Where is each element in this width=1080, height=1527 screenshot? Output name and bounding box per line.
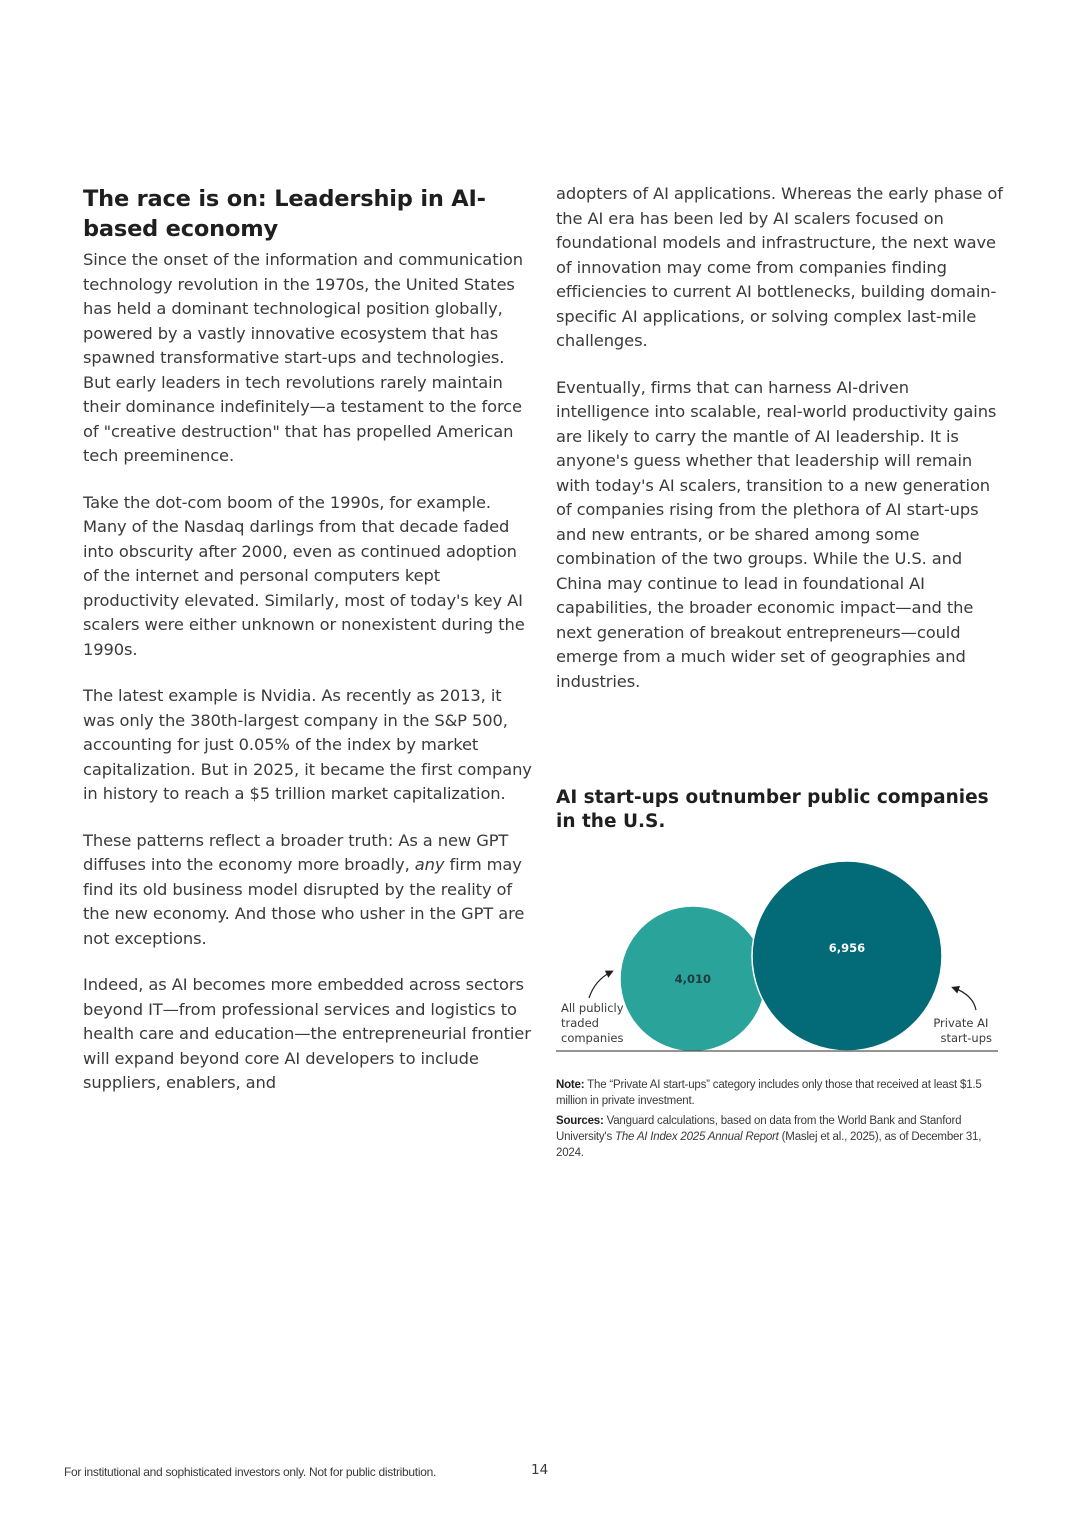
- bubble-value-label-private: 6,956: [828, 941, 866, 955]
- annotation-private: [933, 1016, 992, 1045]
- paragraph-eventually: Eventually, firms that can harness AI-driven intelligence into scalable, real-world productivity gains are likely to carry the mantle of AI leadership. It is anyone's guess whether that leadership will remain with today's AI scalers, transition to a new generation of companies rising from the plethora of AI start-ups and new entrants, or be shared among some combination of the two groups. While the U.S. and China may continue to lead in foundational AI capabilities, the broader economic impact—and the next generation of breakout entrepreneurs—could emerge from a much wider set of geographies and industries.: [556, 377, 997, 691]
- paragraph-entrepreneurial-frontier: Indeed, as AI becomes more embedded across sectors beyond IT—from professional services and logistics to health care and education—the entrepreneurial frontier will expand beyond core AI developers to include suppliers, enablers, and: [83, 975, 531, 1092]
- paragraph-ict-revolution: Since the onset of the information and communication technology revolution in the 1970s, the United States has held a dominant technological position globally, powered by a vastly innovative ecosystem that has spawned transformative start-ups and technologies. But early leaders in tech revolutions rarely maintain their dominance indefinitely—a testament to the force of "creative destruction" that has propelled American tech preeminence.: [83, 250, 523, 465]
- bubble-private-ai-startups: [752, 861, 942, 1051]
- left-column: [83, 184, 533, 1118]
- text-segment: firm may find its old business model disrupted by the reality of the new economy. And those who usher in the GPT are not exceptions.: [83, 855, 525, 948]
- right-column: [556, 182, 1006, 716]
- text-segment: These patterns reflect a broader truth: As a new GPT diffuses into the economy more broadly,: [83, 830, 509, 874]
- annotation-line: start-ups: [940, 1031, 992, 1045]
- annotation-line: companies: [561, 1031, 624, 1045]
- paragraph-adopters: adopters of AI applications. Whereas the early phase of the AI era has been led by AI scalers focused on foundational models and infrastructure, the next wave of innovation may come from companies finding efficiencies to current AI bottlenecks, building domain-specific AI applications, or solving complex last-mile challenges.: [556, 184, 1003, 350]
- chart-title: AI start-ups outnumber public companies in the U.S.: [556, 787, 989, 832]
- bubble-value-label-public: 4,010: [674, 971, 712, 986]
- annotation-line: traded: [561, 1016, 599, 1030]
- annotation-line: Private AI: [933, 1016, 989, 1030]
- sources-label: Sources:: [556, 1115, 604, 1127]
- emphasis-any: any: [414, 855, 445, 874]
- note-label: Note:: [556, 1079, 585, 1091]
- page-number: 14: [531, 1462, 549, 1478]
- chart-notes: [556, 1077, 1006, 1165]
- note-text: The “Private AI start-ups” category includes only those that received at least $1.5 million in private investment.: [556, 1079, 982, 1107]
- arrow-private-annotation: [954, 988, 976, 1010]
- sources-text: (Maslej et al., 2025), as of December 31, 2024.: [556, 1131, 982, 1159]
- sources-text: Vanguard calculations, based on data from the World Bank and Stanford University's: [556, 1115, 962, 1143]
- sources: [556, 1113, 1006, 1161]
- sources-report-title: The AI Index 2025 Annual Report: [615, 1131, 779, 1143]
- paragraph-dot-com: Take the dot-com boom of the 1990s, for example. Many of the Nasdaq darlings from that decade faded into obscurity after 2000, even as continued adoption of the internet and personal computers kept productivity elevated. Similarly, most of today's key AI scalers were either unknown or nonexistent during the 1990s.: [83, 492, 525, 659]
- paragraph-broader-truth: [83, 829, 533, 952]
- annotation-public: [561, 1001, 627, 1045]
- note: [556, 1077, 1006, 1109]
- paragraph-nvidia: The latest example is Nvidia. As recently as 2013, it was only the 380th-largest company in the S&P 500, accounting for just 0.05% of the index by market capitalization. But in 2025, it became the first company in history to reach a $5 trillion market capitalization.: [83, 686, 532, 803]
- footer-disclaimer: For institutional and sophisticated investors only. Not for public distribution.: [64, 1465, 436, 1479]
- annotation-line: All publicly: [561, 1001, 624, 1015]
- section-title: The race is on: Leadership in AI-based economy: [83, 186, 486, 242]
- arrow-public-annotation: [589, 972, 611, 998]
- bubble-chart: [540, 850, 1010, 1060]
